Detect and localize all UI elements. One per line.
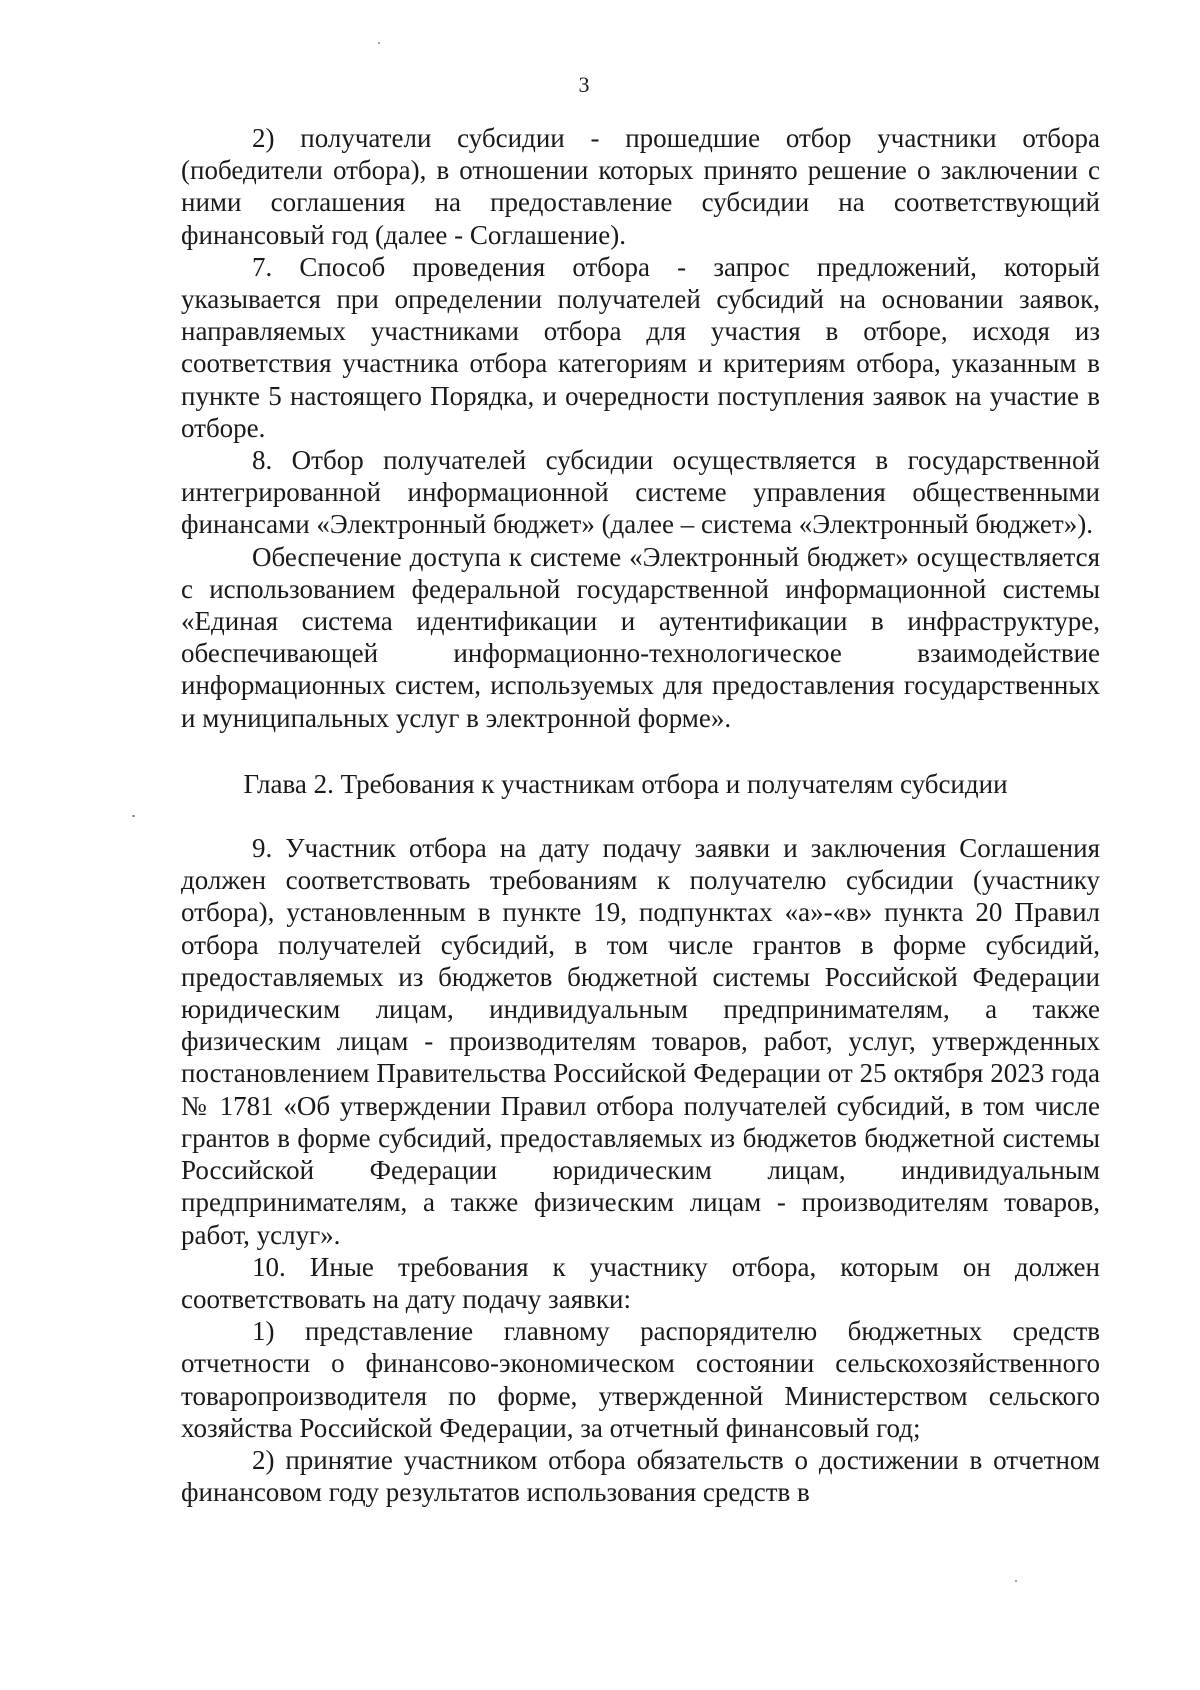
paragraph-subitem-1: 1) представление главному распорядителю бюджетных средств отчетности о финансово-экономическом состоянии сельскохозяйственного товаропроизводителя по форме, утвержденной Министерством сельского хозяйства Российской Федерации, за отчетный финансовый год; (181, 1316, 1100, 1443)
paragraph-item-9: 9. Участник отбора на дату подачу заявки и заключения Соглашения должен соответствовать требованиям к получателю субсидии (участнику отбора), установленным в пункте 19, подпунктах «а»-«в» пункта 20 Правил отбора получателей субсидий, в том числе грантов в форме субсидий, предоставляемых из бюджетов бюджетной системы Российской Федерации юридическим лицам, индивидуальным предпринимателям, а также физическим лицам - производителям товаров, работ, услуг, утвержденных постановлением Правительства Российской Федерации от 25 октября 2023 года № 1781 «Об утверждении Правил отбора получателей субсидий, в том числе грантов в форме субсидий, предоставляемых из бюджетов бюджетной системы Российской Федерации юридическим лицам, индивидуальным предпринимателям, а также физическим лицам - производителям товаров, работ, услуг». (181, 833, 1100, 1250)
page-number: 3 (578, 72, 590, 97)
chapter-heading: Глава 2. Требования к участникам отбора и получателям субсидии (243, 768, 1008, 799)
scan-speck (1015, 1580, 1017, 1582)
paragraph-subitem-2: 2) принятие участником отбора обязательств о достижении в отчетном финансовом году результатов использования средств в (181, 1444, 1100, 1508)
paragraph-access: Обеспечение доступа к системе «Электронный бюджет» осуществляется с использованием федеральной государственной информационной системы «Единая система идентификации и аутентификации в инфраструктуре, обеспечивающей информационно-технологическое взаимодействие информационных систем, используемых для предоставления государственных и муниципальных услуг в электронной форме». (181, 541, 1100, 733)
paragraph-item-7: 7. Способ проведения отбора - запрос предложений, который указывается при определении получателей субсидий на основании заявок, направляемых участниками отбора для участия в отборе, исходя из соответствия участника отбора категориям и критериям отбора, указанным в пункте 5 настоящего Порядка, и очередности поступления заявок на участие в отборе. (181, 251, 1100, 443)
scan-speck (132, 815, 135, 817)
paragraph-item-8: 8. Отбор получателей субсидии осуществляется в государственной интегрированной информационной системе управления общественными финансами «Электронный бюджет» (далее – система «Электронный бюджет»). (181, 445, 1100, 540)
paragraph-recipients-definition: 2) получатели субсидии - прошедшие отбор участники отбора (победители отбора), в отношении которых принято решение о заключении с ними соглашения на предоставление субсидии на соответствующий финансовый год (далее - Соглашение). (181, 123, 1100, 250)
paragraph-item-10: 10. Иные требования к участнику отбора, которым он должен соответствовать на дату подачу заявки: (181, 1251, 1100, 1314)
document-body (181, 122, 1100, 1508)
scan-speck (378, 42, 380, 44)
